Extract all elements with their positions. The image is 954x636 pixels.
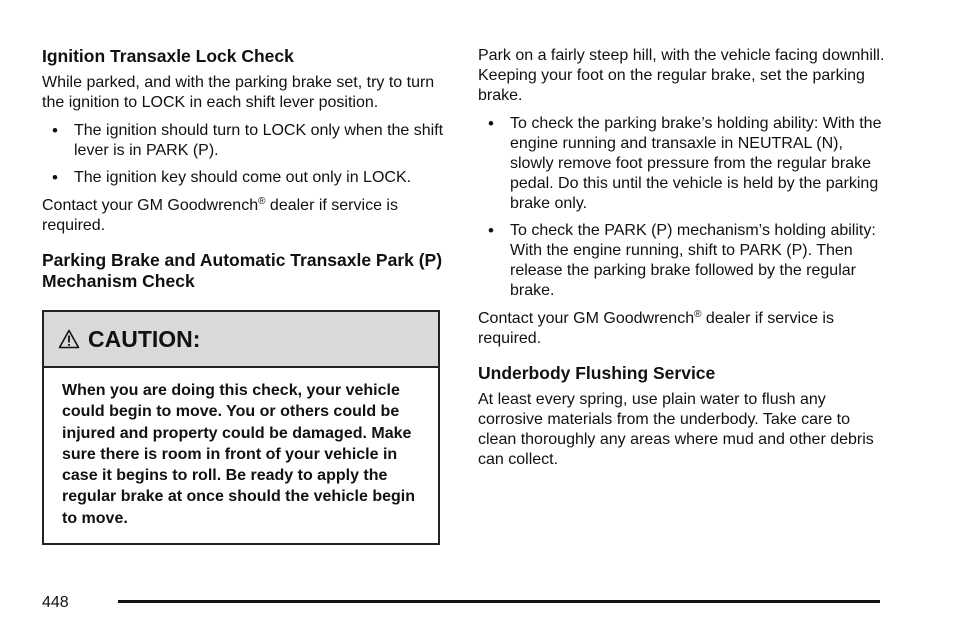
contact-dealer-text: [478, 309, 888, 349]
section-heading-parking-brake: Parking Brake and Automatic Transaxle Park (P) Mechanism Check: [42, 250, 443, 291]
registered-mark: ®: [258, 196, 266, 207]
footer-rule: [118, 600, 880, 603]
list-item: • To check the parking brake’s holding ability: With the engine running and transaxle in NEUTRAL (N), slowly remove foot pressure from the regular brake pedal. Do this until the vehicle is held by the parking brake only.: [478, 114, 888, 214]
list-item: • The ignition should turn to LOCK only when the shift lever is in PARK (P).: [42, 121, 444, 161]
contact-text-end: dealer if service is required.: [478, 310, 834, 347]
list-item: • The ignition key should come out only in LOCK.: [42, 168, 444, 188]
section-heading-underbody-flushing: Underbody Flushing Service: [478, 363, 716, 383]
contact-dealer-text: [42, 196, 444, 236]
caution-text: When you are doing this check, your vehicle could begin to move. You or others could be injured and property could be damaged. Make sure there is room in front of your vehicle in case it begins to roll. Be ready to apply the regular brake at once should the vehicle begin to move.: [62, 382, 415, 527]
left-column: [42, 46, 444, 545]
paragraph: While parked, and with the parking brake set, try to turn the ignition to LOCK in each shift lever position.: [42, 74, 435, 111]
registered-mark: ®: [694, 309, 702, 320]
bullet-list: [42, 121, 444, 188]
right-column: [478, 46, 888, 478]
contact-text-start: Contact your GM Goodwrench: [478, 310, 695, 327]
paragraph: Park on a fairly steep hill, with the vehicle facing downhill. Keeping your foot on the regular brake, set the parking brake.: [478, 47, 885, 104]
page-number: 448: [42, 594, 69, 611]
contact-text-end: dealer if service is required.: [42, 197, 398, 234]
list-item: • To check the PARK (P) mechanism’s holding ability: With the engine running, shift to PARK (P). Then release the parking brake followed by the regular brake.: [478, 221, 888, 301]
section-heading-ignition-lock: Ignition Transaxle Lock Check: [42, 46, 294, 66]
contact-text-start: Contact your GM Goodwrench: [42, 197, 259, 214]
caution-header: [44, 312, 438, 368]
paragraph: At least every spring, use plain water to flush any corrosive materials from the underbody. Take care to clean thoroughly any areas where mud and other debris can collect.: [478, 391, 874, 468]
caution-title: CAUTION:: [88, 326, 201, 352]
caution-box: [42, 310, 440, 545]
warning-triangle-icon: [58, 329, 80, 349]
bullet-list: [478, 114, 888, 301]
